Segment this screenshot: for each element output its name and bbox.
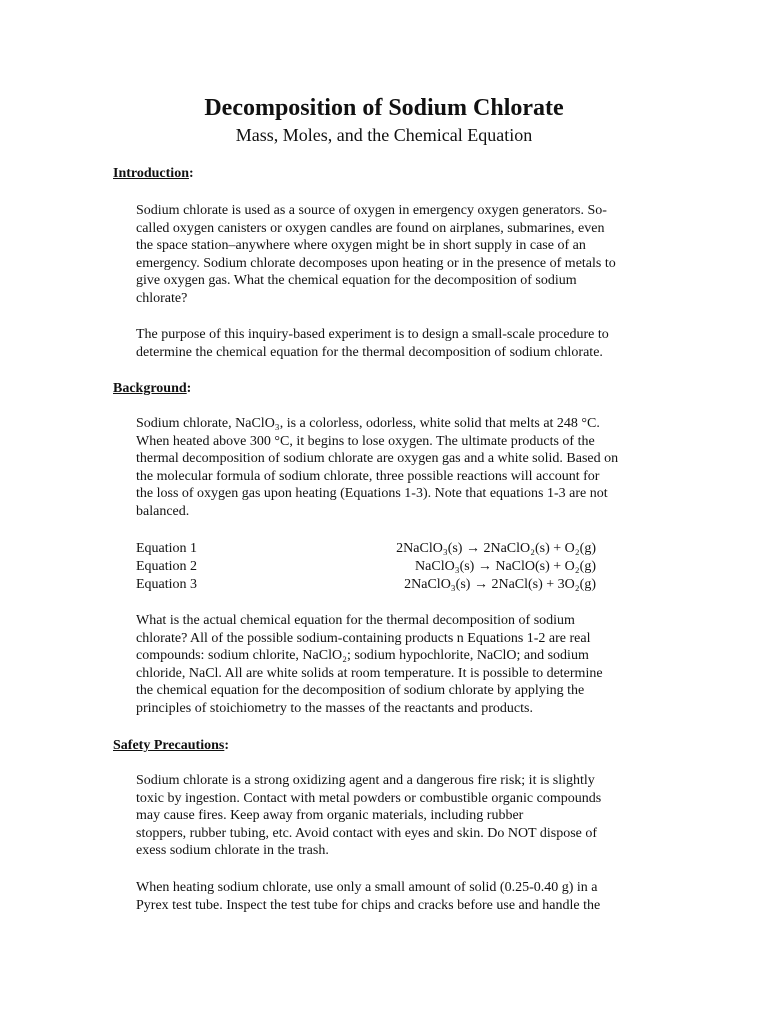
- equation-3: 2NaClO₃(s) → 2NaCl(s) + 3O₂(g): [404, 577, 596, 592]
- equation-1-label: Equation 1: [136, 541, 198, 556]
- background-heading: Background:: [113, 381, 192, 396]
- background-paragraph-1: Sodium chlorate, NaClO₃, is a colorless, odorless, white solid that melts at 248 °C. When heated above 300 °C, it begins to lose oxygen. The ultimate products of the thermal decomposition of sodium chlorate are oxygen gas and a white solid. Based on the molecular formula of sodium chlorate, three possible reactions will account for the loss of oxygen gas upon heating (Equations 1-3). Note that equations 1-3 are not balanced.: [136, 416, 619, 519]
- equation-1: 2NaClO₃(s) → 2NaClO₂(s) + O₂(g): [396, 541, 596, 556]
- document-subtitle: Mass, Moles, and the Chemical Equation: [235, 125, 533, 145]
- document-title: Decomposition of Sodium Chlorate: [204, 95, 564, 121]
- equation-2-label: Equation 2: [136, 559, 198, 574]
- safety-paragraph-2: When heating sodium chlorate, use only a small amount of solid (0.25-0.40 g) in a Pyrex test tube. Inspect the test tube for chips and cracks before use and handle the: [136, 880, 601, 913]
- safety-paragraph-1: Sodium chlorate is a strong oxidizing agent and a dangerous fire risk; it is slightly toxic by ingestion. Contact with metal powders or combustible organic compounds may cause fires. Keep away from organic materials, including rubber stoppers, rubber tubing, etc. Avoid contact with eyes and skin. Do NOT dispose of exess sodium chlorate in the trash.: [136, 773, 602, 858]
- background-paragraph-2: What is the actual chemical equation for the thermal decomposition of sodium chlorate? All of the possible sodium-containing products n Equations 1-2 are real compounds: sodium chlorite, NaClO₂; sodium hypochlorite, NaClO; and sodium chloride, NaCl. All are white solids at room temperature. It is possible to determine the chemical equation for the decomposition of sodium chlorate by applying the principles of stoichiometry to the masses of the reactants and products.: [136, 613, 603, 716]
- equation-2-row: [136, 558, 596, 576]
- equation-2: NaClO₃(s) → NaClO(s) + O₂(g): [415, 559, 596, 574]
- introduction-paragraph-1: Sodium chlorate is used as a source of oxygen in emergency oxygen generators. So- called oxygen canisters or oxygen candles are found on airplanes, submarines, even the space station–anywhere where oxygen might be in short supply in case of an emergency. Sodium chlorate decomposes upon heating or in the presence of metals to give oxygen gas. What the chemical equation for the decomposition of sodium chlorate?: [136, 203, 616, 306]
- equation-3-row: [136, 576, 596, 594]
- introduction-heading: Introduction:: [113, 166, 194, 181]
- safety-heading: Safety Precautions:: [113, 738, 230, 753]
- equation-1-row: [136, 540, 596, 558]
- introduction-paragraph-2: The purpose of this inquiry-based experiment is to design a small-scale procedure to determine the chemical equation for the thermal decomposition of sodium chlorate.: [136, 327, 609, 360]
- equation-3-label: Equation 3: [136, 577, 198, 592]
